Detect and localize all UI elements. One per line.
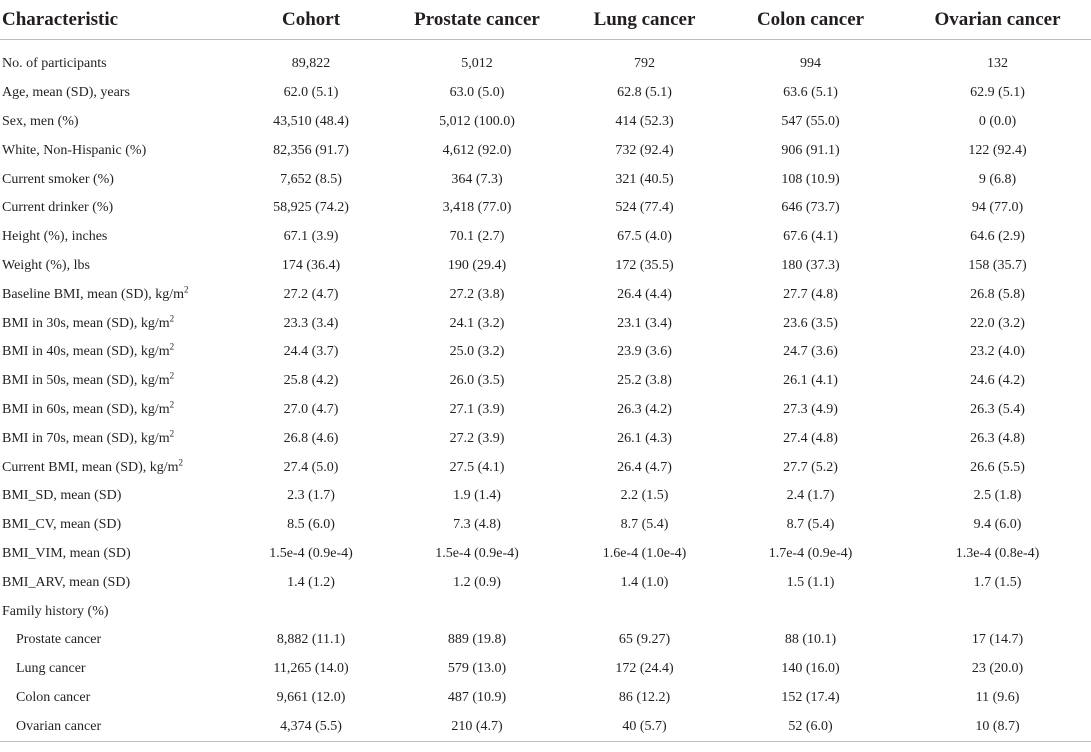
cell-colon-cancer: 27.7 (5.2) — [783, 459, 838, 475]
row-label-text: BMI_CV, mean (SD) — [2, 517, 122, 533]
cell-lung-cancer: 23.9 (3.6) — [617, 344, 672, 360]
cell-ovarian-cancer: 26.6 (5.5) — [970, 459, 1025, 475]
header-lung-cancer: Lung cancer — [572, 0, 717, 40]
cell-ovarian-cancer: 9.4 (6.0) — [973, 517, 1022, 533]
cell-ovarian-cancer: 17 (14.7) — [971, 632, 1024, 648]
cell-colon-cancer — [717, 597, 904, 626]
cell-colon-cancer: 152 (17.4) — [781, 689, 840, 705]
cell-lung-cancer: 8.7 (5.4) — [620, 517, 669, 533]
cell-colon-cancer: 180 (37.3) — [781, 257, 840, 273]
cell-ovarian-cancer: 1.3e-4 (0.8e-4) — [955, 545, 1040, 561]
row-label — [0, 79, 240, 108]
cell-colon-cancer: 88 (10.1) — [784, 632, 837, 648]
cell-prostate-cancer: 1.9 (1.4) — [453, 488, 501, 504]
cell-lung-cancer: 86 (12.2) — [618, 689, 671, 705]
cell-lung-cancer: 26.1 (4.3) — [617, 430, 672, 446]
cell-prostate-cancer: 7.3 (4.8) — [453, 517, 501, 533]
cell-prostate-cancer — [382, 597, 572, 626]
cell-lung-cancer: 732 (92.4) — [615, 142, 674, 158]
cell-cohort: 4,374 (5.5) — [240, 712, 382, 741]
cell-prostate-cancer: 63.0 (5.0) — [449, 85, 505, 101]
cell-lung-cancer: 321 (40.5) — [615, 171, 674, 187]
cell-colon-cancer: 994 — [800, 56, 821, 72]
table-row — [0, 136, 1091, 165]
cell-cohort: 1.5e-4 (0.9e-4) — [269, 545, 353, 561]
cell-cohort: 27.2 (4.7) — [283, 286, 339, 302]
cell-colon-cancer: 23.6 (3.5) — [783, 315, 838, 331]
table-row — [0, 655, 1091, 684]
row-label-text: Prostate cancer — [16, 632, 102, 648]
cell-cohort: 67.1 (3.9) — [283, 229, 339, 245]
cell-colon-cancer: 52 (6.0) — [717, 712, 904, 741]
row-label — [0, 338, 240, 367]
row-label-superscript: 2 — [169, 370, 175, 381]
cell-cohort: 11,265 (14.0) — [273, 661, 349, 677]
table-row — [0, 424, 1091, 453]
table-row — [0, 338, 1091, 367]
cell-colon-cancer: 2.4 (1.7) — [786, 488, 835, 504]
cell-prostate-cancer: 5,012 (100.0) — [439, 113, 515, 129]
row-label-superscript: 2 — [169, 399, 175, 410]
table-row — [0, 252, 1091, 281]
header-characteristic: Characteristic — [0, 0, 240, 40]
cell-cohort: 25.8 (4.2) — [283, 373, 339, 389]
cell-cohort: 26.8 (4.6) — [283, 430, 339, 446]
row-label-superscript: 2 — [169, 428, 175, 439]
cell-colon-cancer: 26.1 (4.1) — [783, 373, 838, 389]
cell-cohort — [240, 597, 382, 626]
cell-cohort: 43,510 (48.4) — [273, 113, 349, 129]
cell-cohort: 2.3 (1.7) — [287, 488, 335, 504]
cell-ovarian-cancer: 24.6 (4.2) — [970, 373, 1025, 389]
row-label — [0, 223, 240, 252]
row-label — [0, 108, 240, 137]
row-label-text: Height (%), inches — [2, 229, 108, 245]
cell-ovarian-cancer: 11 (9.6) — [975, 689, 1020, 705]
row-label-text: Weight (%), lbs — [2, 257, 90, 273]
cell-lung-cancer: 67.5 (4.0) — [617, 229, 672, 245]
row-label-text: White, Non-Hispanic (%) — [2, 142, 147, 158]
table-row — [0, 712, 1091, 741]
row-label-text: Ovarian cancer — [16, 718, 102, 734]
cell-cohort: 58,925 (74.2) — [273, 200, 349, 216]
cell-cohort: 9,661 (12.0) — [276, 689, 346, 705]
cell-ovarian-cancer: 26.8 (5.8) — [970, 286, 1025, 302]
cell-colon-cancer: 1.7e-4 (0.9e-4) — [768, 545, 853, 561]
cell-prostate-cancer: 27.2 (3.8) — [449, 286, 505, 302]
cell-cohort: 174 (36.4) — [281, 257, 341, 273]
table-row — [0, 108, 1091, 137]
cell-cohort: 62.0 (5.1) — [283, 85, 339, 101]
cell-lung-cancer: 2.2 (1.5) — [620, 488, 669, 504]
cell-ovarian-cancer: 26.3 (5.4) — [970, 401, 1025, 417]
table-row — [0, 540, 1091, 569]
cell-cohort: 8,882 (11.1) — [276, 632, 346, 648]
cell-prostate-cancer: 579 (13.0) — [447, 661, 507, 677]
cell-ovarian-cancer: 9 (6.8) — [978, 171, 1017, 187]
row-label-text: Current drinker (%) — [2, 200, 114, 216]
row-label — [0, 165, 240, 194]
cell-prostate-cancer: 70.1 (2.7) — [449, 229, 505, 245]
cell-prostate-cancer: 24.1 (3.2) — [449, 315, 505, 331]
table-row — [0, 626, 1091, 655]
table-row — [0, 280, 1091, 309]
row-label — [0, 626, 240, 655]
row-label — [0, 40, 240, 79]
row-label — [0, 482, 240, 511]
cell-prostate-cancer: 364 (7.3) — [451, 171, 503, 187]
cell-colon-cancer: 8.7 (5.4) — [786, 517, 835, 533]
cell-ovarian-cancer: 132 — [987, 56, 1008, 72]
cell-prostate-cancer: 27.2 (3.9) — [449, 430, 505, 446]
row-label-text: BMI in 30s, mean (SD), kg/m — [2, 315, 170, 331]
table-row — [0, 482, 1091, 511]
table-row — [0, 79, 1091, 108]
row-label-superscript: 2 — [178, 456, 184, 467]
cell-cohort: 8.5 (6.0) — [287, 517, 335, 533]
row-label-text: Sex, men (%) — [2, 113, 79, 129]
table-row — [0, 367, 1091, 396]
row-label-superscript: 2 — [169, 341, 175, 352]
table-body — [0, 40, 1091, 742]
table-row — [0, 40, 1091, 79]
cell-cohort: 27.4 (5.0) — [283, 459, 339, 475]
row-label-text: Current smoker (%) — [2, 171, 114, 187]
cell-prostate-cancer: 1.2 (0.9) — [453, 574, 501, 590]
row-label-text: BMI in 40s, mean (SD), kg/m — [2, 344, 170, 360]
cell-lung-cancer: 40 (5.7) — [572, 712, 717, 741]
row-label-text: BMI in 60s, mean (SD), kg/m — [2, 401, 170, 417]
cell-prostate-cancer: 487 (10.9) — [447, 689, 507, 705]
cell-ovarian-cancer: 22.0 (3.2) — [970, 315, 1025, 331]
cell-colon-cancer: 1.5 (1.1) — [786, 574, 835, 590]
cell-lung-cancer: 1.6e-4 (1.0e-4) — [602, 545, 687, 561]
row-label-text: Baseline BMI, mean (SD), kg/m — [2, 286, 184, 302]
cell-colon-cancer: 108 (10.9) — [781, 171, 840, 187]
cell-lung-cancer: 65 (9.27) — [618, 632, 671, 648]
cell-cohort: 23.3 (3.4) — [283, 315, 339, 331]
cell-lung-cancer: 524 (77.4) — [615, 200, 674, 216]
cell-colon-cancer: 63.6 (5.1) — [783, 85, 838, 101]
row-label — [0, 655, 240, 684]
table-row — [0, 568, 1091, 597]
cell-ovarian-cancer: 0 (0.0) — [978, 113, 1017, 129]
cell-colon-cancer: 140 (16.0) — [781, 661, 840, 677]
row-label-text: BMI_SD, mean (SD) — [2, 488, 122, 504]
cell-lung-cancer: 26.4 (4.7) — [617, 459, 672, 475]
row-label — [0, 453, 240, 482]
cell-lung-cancer: 792 — [634, 56, 655, 72]
row-label — [0, 252, 240, 281]
row-label-text: BMI in 70s, mean (SD), kg/m — [2, 430, 170, 446]
cell-prostate-cancer: 889 (19.8) — [447, 632, 507, 648]
cell-cohort: 1.4 (1.2) — [287, 574, 335, 590]
row-label — [0, 194, 240, 223]
cell-colon-cancer: 24.7 (3.6) — [783, 344, 838, 360]
row-label — [0, 712, 240, 741]
cell-colon-cancer: 646 (73.7) — [781, 200, 840, 216]
header-cohort: Cohort — [240, 0, 382, 40]
cell-lung-cancer: 26.4 (4.4) — [617, 286, 672, 302]
cell-ovarian-cancer — [904, 597, 1091, 626]
table-row — [0, 165, 1091, 194]
cell-ovarian-cancer: 64.6 (2.9) — [970, 229, 1025, 245]
row-label-text: Lung cancer — [16, 661, 86, 677]
cell-prostate-cancer: 4,612 (92.0) — [442, 142, 512, 158]
row-label-text: Colon cancer — [16, 689, 91, 705]
row-label — [0, 136, 240, 165]
cell-colon-cancer: 27.7 (4.8) — [783, 286, 838, 302]
row-label — [0, 280, 240, 309]
cell-cohort: 7,652 (8.5) — [280, 171, 342, 187]
cell-cohort: 24.4 (3.7) — [283, 344, 339, 360]
row-label-text: BMI_VIM, mean (SD) — [2, 545, 131, 561]
cell-prostate-cancer: 1.5e-4 (0.9e-4) — [435, 545, 519, 561]
cell-prostate-cancer: 3,418 (77.0) — [442, 200, 512, 216]
row-label — [0, 309, 240, 338]
row-label-text: BMI in 50s, mean (SD), kg/m — [2, 373, 170, 389]
row-label-text: Age, mean (SD), years — [2, 85, 130, 101]
table-row — [0, 684, 1091, 713]
cell-lung-cancer: 23.1 (3.4) — [617, 315, 672, 331]
cell-prostate-cancer: 27.1 (3.9) — [449, 401, 505, 417]
header-row — [0, 0, 1091, 40]
cell-colon-cancer: 27.3 (4.9) — [783, 401, 838, 417]
row-label-superscript: 2 — [169, 312, 175, 323]
cell-ovarian-cancer: 122 (92.4) — [968, 142, 1027, 158]
cell-lung-cancer: 172 (35.5) — [615, 257, 674, 273]
table-row — [0, 396, 1091, 425]
cell-lung-cancer: 172 (24.4) — [615, 661, 674, 677]
cell-lung-cancer: 62.8 (5.1) — [617, 85, 672, 101]
cell-ovarian-cancer: 1.7 (1.5) — [973, 574, 1022, 590]
cell-colon-cancer: 67.6 (4.1) — [783, 229, 838, 245]
row-label-superscript: 2 — [183, 284, 189, 295]
row-label — [0, 367, 240, 396]
cell-prostate-cancer: 26.0 (3.5) — [449, 373, 505, 389]
row-label-text: No. of participants — [2, 56, 107, 72]
cell-lung-cancer — [572, 597, 717, 626]
cell-ovarian-cancer: 2.5 (1.8) — [973, 488, 1022, 504]
cell-lung-cancer: 414 (52.3) — [615, 113, 674, 129]
cell-colon-cancer: 27.4 (4.8) — [783, 430, 838, 446]
cell-ovarian-cancer: 26.3 (4.8) — [970, 430, 1025, 446]
row-label — [0, 424, 240, 453]
cell-ovarian-cancer: 23 (20.0) — [971, 661, 1024, 677]
table-row — [0, 223, 1091, 252]
row-label-text: Current BMI, mean (SD), kg/m — [2, 459, 179, 475]
cell-ovarian-cancer: 10 (8.7) — [904, 712, 1091, 741]
table-row — [0, 194, 1091, 223]
row-label — [0, 684, 240, 713]
cell-prostate-cancer: 210 (4.7) — [382, 712, 572, 741]
cell-prostate-cancer: 5,012 — [461, 56, 493, 72]
row-label — [0, 597, 240, 626]
header-prostate-cancer: Prostate cancer — [382, 0, 572, 40]
cell-ovarian-cancer: 158 (35.7) — [968, 257, 1027, 273]
table-row — [0, 597, 1091, 626]
row-label — [0, 396, 240, 425]
header-ovarian-cancer: Ovarian cancer — [904, 0, 1091, 40]
cell-ovarian-cancer: 94 (77.0) — [971, 200, 1024, 216]
table-row — [0, 453, 1091, 482]
cell-lung-cancer: 26.3 (4.2) — [617, 401, 672, 417]
cell-colon-cancer: 547 (55.0) — [781, 113, 840, 129]
cell-lung-cancer: 1.4 (1.0) — [620, 574, 669, 590]
cell-prostate-cancer: 27.5 (4.1) — [449, 459, 505, 475]
header-colon-cancer: Colon cancer — [717, 0, 904, 40]
cell-cohort: 82,356 (91.7) — [273, 142, 349, 158]
cell-cohort: 27.0 (4.7) — [283, 401, 339, 417]
cell-prostate-cancer: 190 (29.4) — [447, 257, 507, 273]
row-label — [0, 511, 240, 540]
row-label-text: Family history (%) — [2, 603, 109, 619]
table-header — [0, 0, 1091, 40]
row-label — [0, 540, 240, 569]
table-row — [0, 309, 1091, 338]
cell-prostate-cancer: 25.0 (3.2) — [449, 344, 505, 360]
table-row — [0, 511, 1091, 540]
cell-colon-cancer: 906 (91.1) — [781, 142, 840, 158]
cell-ovarian-cancer: 23.2 (4.0) — [970, 344, 1025, 360]
cell-cohort: 89,822 — [291, 56, 331, 72]
cell-ovarian-cancer: 62.9 (5.1) — [970, 85, 1025, 101]
cell-lung-cancer: 25.2 (3.8) — [617, 373, 672, 389]
row-label-text: BMI_ARV, mean (SD) — [2, 574, 131, 590]
row-label — [0, 568, 240, 597]
